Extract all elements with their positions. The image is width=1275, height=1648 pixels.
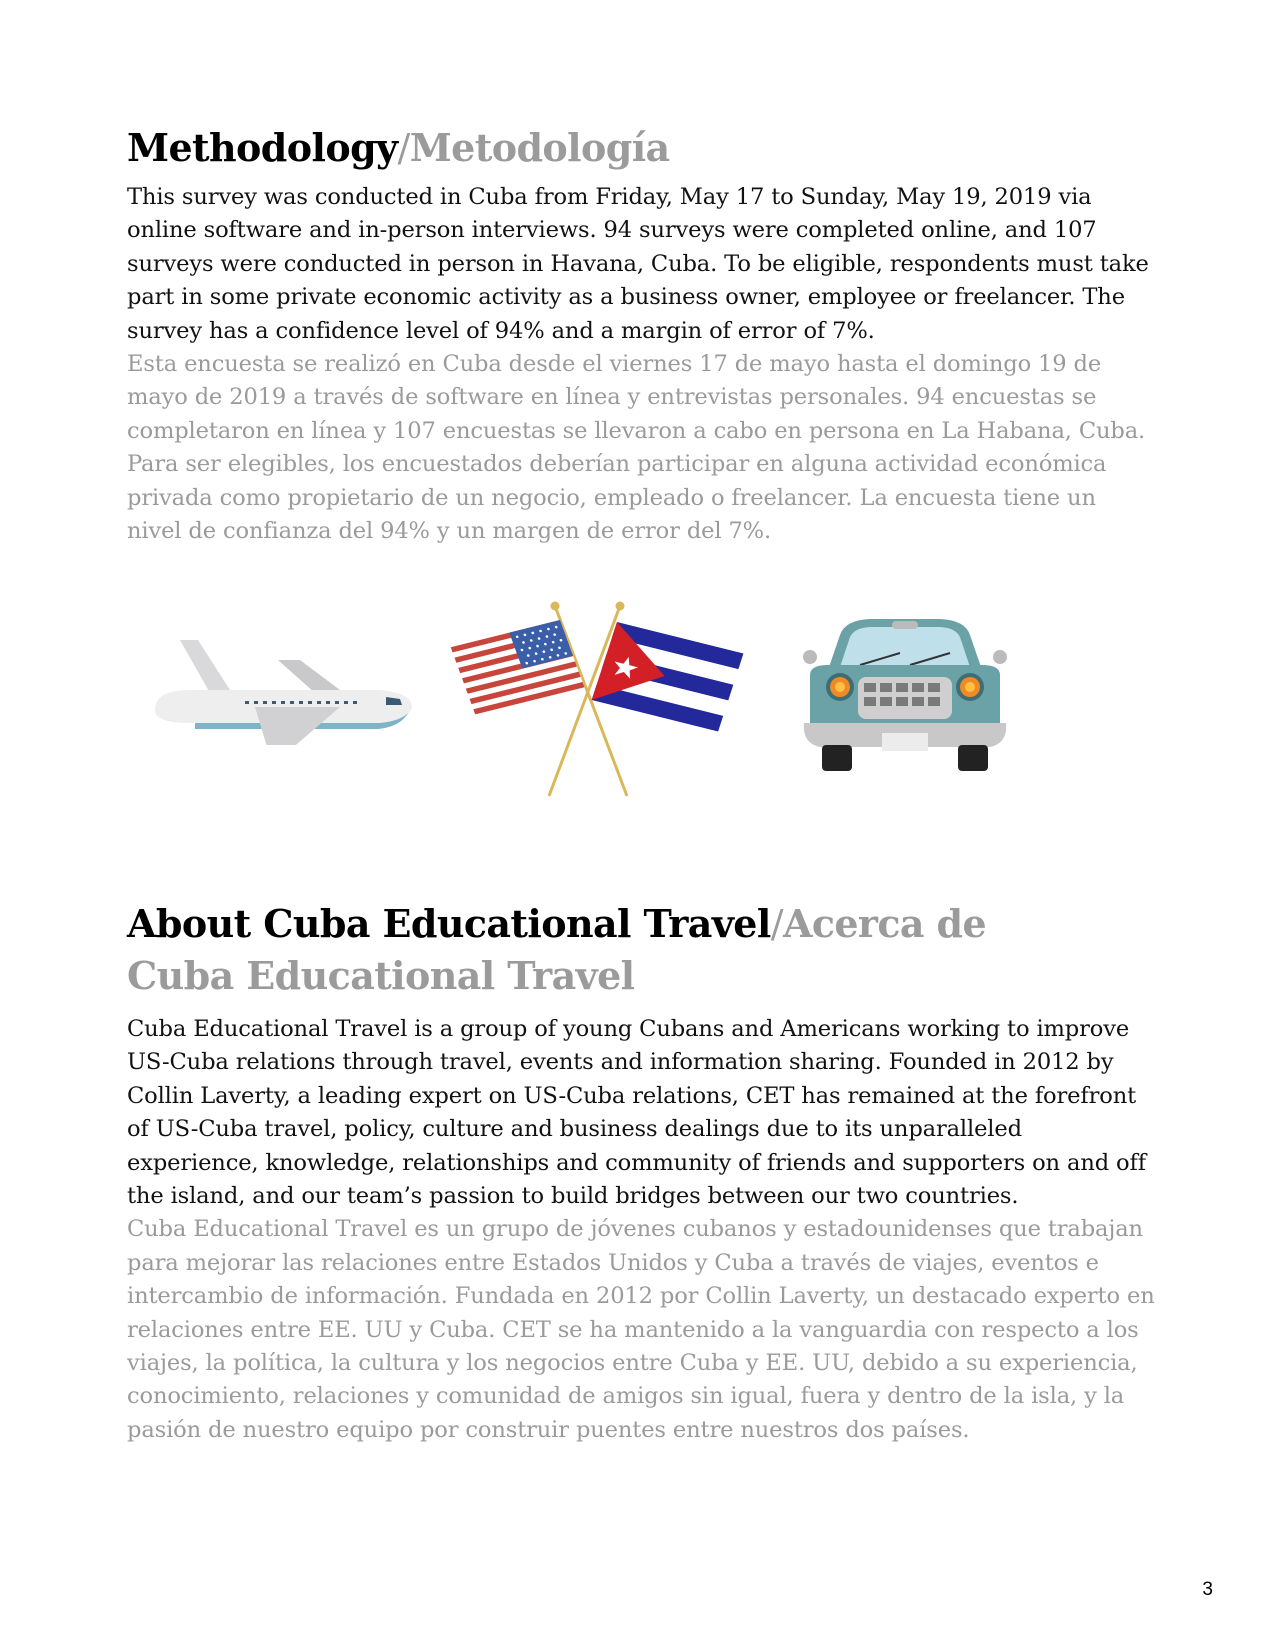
methodology-text-es: Esta encuesta se realizó en Cuba desde el viernes 17 de mayo hasta el domingo 19 de mayo de 2019 a través de software en línea y entrevistas personales. 94 encuestas se completaron en línea y 107 encuestas se llevaron a cabo en persona en La Habana, Cuba. Para ser elegibles, los encuestados deberían participar en alguna actividad económica privada como propietario de un negocio, empleado o freelancer. La encuesta tiene un nivel de confianza del 94% y un margen de error del 7%. [127,351,1146,545]
illustrations-row [140,620,1060,840]
title-separator: / [397,126,410,170]
about-title-es: Acerca de Cuba Educational Travel [127,901,987,998]
crossed-us-cuba-flags-icon [445,600,745,800]
about-body [127,1013,1157,1447]
about-text-es: Cuba Educational Travel es un grupo de jóvenes cubanos y estadounidenses que trabajan para mejorar las relaciones entre Estados Unidos y Cuba a través de viajes, eventos e intercambio de información. Fundada en 2012 por Collin Laverty, un destacado experto en relaciones entre EE. UU y Cuba. CET se ha mantenido a la vanguardia con respecto a los viajes, la política, la cultura y los negocios entre Cuba y EE. UU, debido a su experiencia, conocimiento, relaciones y comunidad de amigos sin igual, fuera y dentro de la isla, y la pasión de nuestro equipo por construir puentes entre nuestros dos países. [127,1216,1155,1443]
title-separator: / [770,902,783,946]
methodology-text-en: This survey was conducted in Cuba from Friday, May 17 to Sunday, May 19, 2019 via online software and in-person interviews. 94 surveys were completed online, and 107 surveys were conducted in person in Havana, Cuba. To be eligible, respondents must take part in some private economic activity as a business owner, employee or freelancer. The survey has a confidence level of 94% and a margin of error of 7%. [127,184,1149,344]
methodology-title-en: Methodology [127,125,398,170]
methodology-heading [127,122,670,174]
methodology-body [127,181,1157,548]
about-title-en: About Cuba Educational Travel [127,901,771,946]
classic-car-icon [800,615,1010,780]
airplane-icon [150,635,415,745]
about-heading [127,898,1007,1002]
about-text-en: Cuba Educational Travel is a group of young Cubans and Americans working to improve US-Cuba relations through travel, events and information sharing. Founded in 2012 by Collin Laverty, a leading expert on US-Cuba relations, CET has remained at the forefront of US-Cuba travel, policy, culture and business dealings due to its unparalleled experience, knowledge, relationships and community of friends and supporters on and off the island, and our team’s passion to build bridges between our two countries. [127,1016,1146,1210]
page-number: 3 [1202,1579,1213,1600]
methodology-title-es: Metodología [409,125,670,170]
